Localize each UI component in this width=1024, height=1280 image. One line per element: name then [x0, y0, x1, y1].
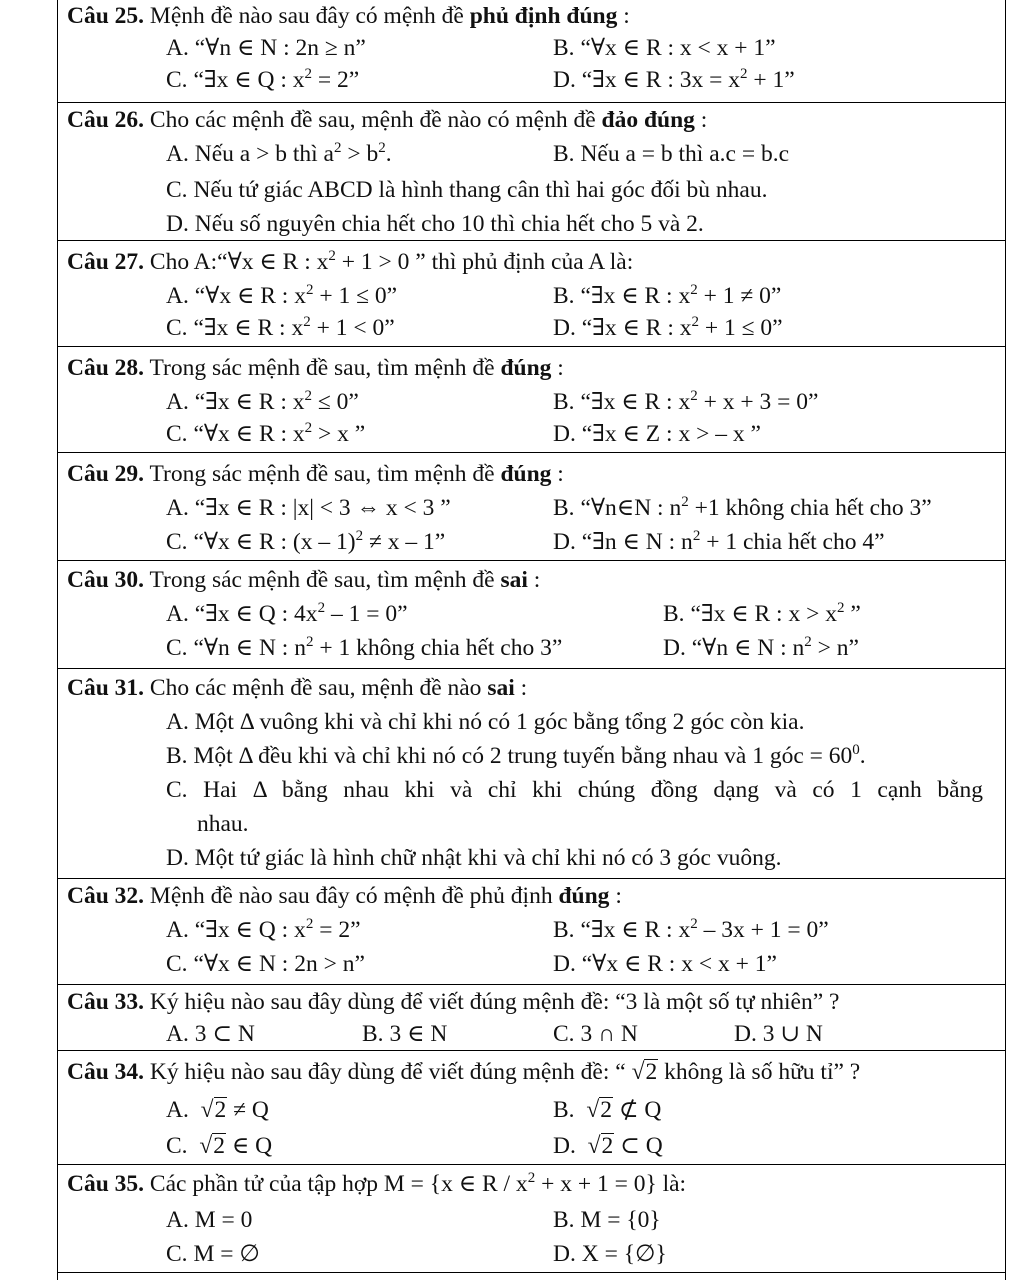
question-stem: Câu 30. Trong sác mệnh đề sau, tìm mệnh đề sai :: [67, 567, 541, 593]
option-d: D. “∃n ∈ N : $n^2 + 1$ chia hết cho 4”: [553, 528, 885, 555]
option-b: B. Một Δ đều khi và chỉ khi nó có 2 trung tuyến bằng nhau và 1 góc = $60^0$.: [166, 742, 866, 769]
sqrt-symbol: √: [200, 1097, 214, 1123]
divider: [57, 560, 1006, 561]
question-32: [57, 880, 1006, 984]
option-a: A. √2 ≠ Q: [166, 1097, 269, 1123]
option-a: A. “∀x ∈ R : $x^2 + 1 \le 0$”: [166, 282, 398, 309]
question-28: [57, 348, 1006, 452]
question-25: [57, 0, 1006, 104]
option-c: C. Nếu tứ giác ABCD là hình thang cân thì hai góc đối bù nhau.: [166, 177, 768, 203]
option-c: C. “∀x ∈ N : 2n > n”: [166, 951, 365, 977]
question-stem: Câu 25. Mệnh đề nào sau đây có mệnh đề phủ định đúng :: [67, 3, 630, 29]
option-c: C. “∃x ∈ Q : $x^2 = 2$”: [166, 66, 360, 93]
question-30: [57, 562, 1006, 668]
divider: [57, 668, 1006, 669]
option-c: C. “∀x ∈ R : $x^2 > x$ ”: [166, 420, 366, 447]
option-b: B. “∀x ∈ R : x < x + 1”: [553, 35, 776, 61]
option-d: D. 3 ∪ N: [734, 1021, 823, 1047]
option-d: D. “∀x ∈ R : x < x + 1”: [553, 951, 777, 977]
option-c: C. M = ∅: [166, 1241, 260, 1267]
option-b: B. M = {0}: [553, 1207, 661, 1233]
divider: [57, 102, 1006, 103]
option-a: A. Một Δ vuông khi và chỉ khi nó có 1 góc bằng tổng 2 góc còn kia.: [166, 709, 805, 735]
option-b: B. “∃x ∈ R : $x^2 - 3x + 1 = 0$”: [553, 916, 829, 943]
divider: [57, 1272, 1006, 1273]
question-26: [57, 104, 1006, 240]
option-d: D. √2 ⊂ Q: [553, 1133, 663, 1159]
option-c: C. “∀n ∈ N : $n^2 + 1$ không chia hết cho 3”: [166, 634, 563, 661]
divider: [57, 984, 1006, 985]
question-35: [57, 1166, 1006, 1274]
question-stem: Câu 28. Trong sác mệnh đề sau, tìm mệnh đề đúng :: [67, 355, 564, 381]
option-b: B. “∃x ∈ R : $x^2 + x + 3 = 0$”: [553, 388, 819, 415]
question-27: [57, 242, 1006, 346]
option-b: B. √2 ⊄ Q: [553, 1097, 662, 1123]
option-b: B. “∃x ∈ R : $x > x^2$ ”: [663, 600, 861, 627]
option-d: D. Một tứ giác là hình chữ nhật khi và chỉ khi nó có 3 góc vuông.: [166, 845, 782, 871]
option-c: C. “∀x ∈ R : (x – 1)$^2$ ≠ x – 1”: [166, 528, 446, 555]
question-34: [57, 1052, 1006, 1164]
option-b: B. “∃x ∈ R : $x^2 + 1 \ne 0$”: [553, 282, 782, 309]
option-a: A. “∃x ∈ R : |x| < 3 ⇔ x < 3 ”: [166, 495, 451, 521]
option-c: C. “∃x ∈ R : $x^2 + 1 < 0$”: [166, 314, 395, 341]
option-d: D. “∃x ∈ R : $x^2 + 1 \le 0$”: [553, 314, 783, 341]
sqrt-symbol: √: [199, 1133, 213, 1159]
question-stem: Câu 29. Trong sác mệnh đề sau, tìm mệnh đề đúng :: [67, 461, 564, 487]
question-stem: Câu 33. Ký hiệu nào sau đây dùng để viết đúng mệnh đề: “3 là một số tự nhiên” ?: [67, 989, 840, 1015]
sqrt-symbol: √: [631, 1059, 645, 1085]
divider: [57, 878, 1006, 879]
option-b: B. 3 ∈ N: [362, 1021, 448, 1047]
divider: [57, 452, 1006, 453]
option-c-continued: nhau.: [197, 811, 249, 837]
question-29: [57, 454, 1006, 560]
sqrt-symbol: √: [586, 1097, 600, 1123]
question-31: [57, 670, 1006, 880]
question-stem: Câu 27. Cho A:“∀x ∈ R : $x^2 + 1 > 0$ ” thì phủ định của A là:: [67, 248, 634, 275]
sqrt-symbol: √: [587, 1133, 601, 1159]
divider: [57, 1050, 1006, 1051]
question-stem: Câu 35. Các phần tử của tập hợp M = {x ∈ $R / x^2 + x + 1 = 0$} là:: [67, 1170, 687, 1197]
option-d: D. “∃x ∈ R : $3x = x^2 + 1$”: [553, 66, 795, 93]
option-a: A. M = 0: [166, 1207, 253, 1233]
option-c: C. √2 ∈ Q: [166, 1133, 273, 1159]
divider: [57, 240, 1006, 241]
option-c: C. 3 ∩ N: [553, 1021, 638, 1047]
option-a: A. Nếu a > b thì $a^2 > b^2$.: [166, 140, 392, 167]
question-stem: Câu 31. Cho các mệnh đề sau, mệnh đề nào sai :: [67, 675, 528, 701]
option-a: A. “∀n ∈ N : 2n ≥ n”: [166, 35, 366, 61]
question-stem: Câu 26. Cho các mệnh đề sau, mệnh đề nào có mệnh đề đảo đúng :: [67, 107, 708, 133]
question-33: [57, 986, 1006, 1052]
question-stem: Câu 34. Ký hiệu nào sau đây dùng để viết đúng mệnh đề: “ √2 không là số hữu tỉ” ?: [67, 1059, 861, 1085]
option-d: D. “∃x ∈ Z : x > – x ”: [553, 421, 761, 447]
divider: [57, 1164, 1006, 1165]
option-d: D. “∀n ∈ N : $n^2 > n$”: [663, 634, 859, 661]
option-a: A. 3 ⊂ N: [166, 1021, 255, 1047]
option-d: D. X = {∅}: [553, 1241, 667, 1267]
option-b: B. Nếu a = b thì a.c = b.c: [553, 141, 789, 167]
option-a: A. “∃x ∈ R : $x^2 \le 0$”: [166, 388, 359, 415]
option-a: A. “∃x ∈ Q : $4x^2 - 1 = 0$”: [166, 600, 408, 627]
option-c: C. Hai Δ bằng nhau khi và chỉ khi chúng đồng dạng và có 1 cạnh bằng: [166, 777, 983, 803]
option-a: A. “∃x ∈ Q : $x^2 = 2$”: [166, 916, 361, 943]
option-b: B. “∀n∈N : $n^2 +1$ không chia hết cho 3”: [553, 494, 932, 521]
question-stem: Câu 32. Mệnh đề nào sau đây có mệnh đề phủ định đúng :: [67, 883, 622, 909]
divider: [57, 346, 1006, 347]
option-d: D. Nếu số nguyên chia hết cho 10 thì chia hết cho 5 và 2.: [166, 211, 704, 237]
